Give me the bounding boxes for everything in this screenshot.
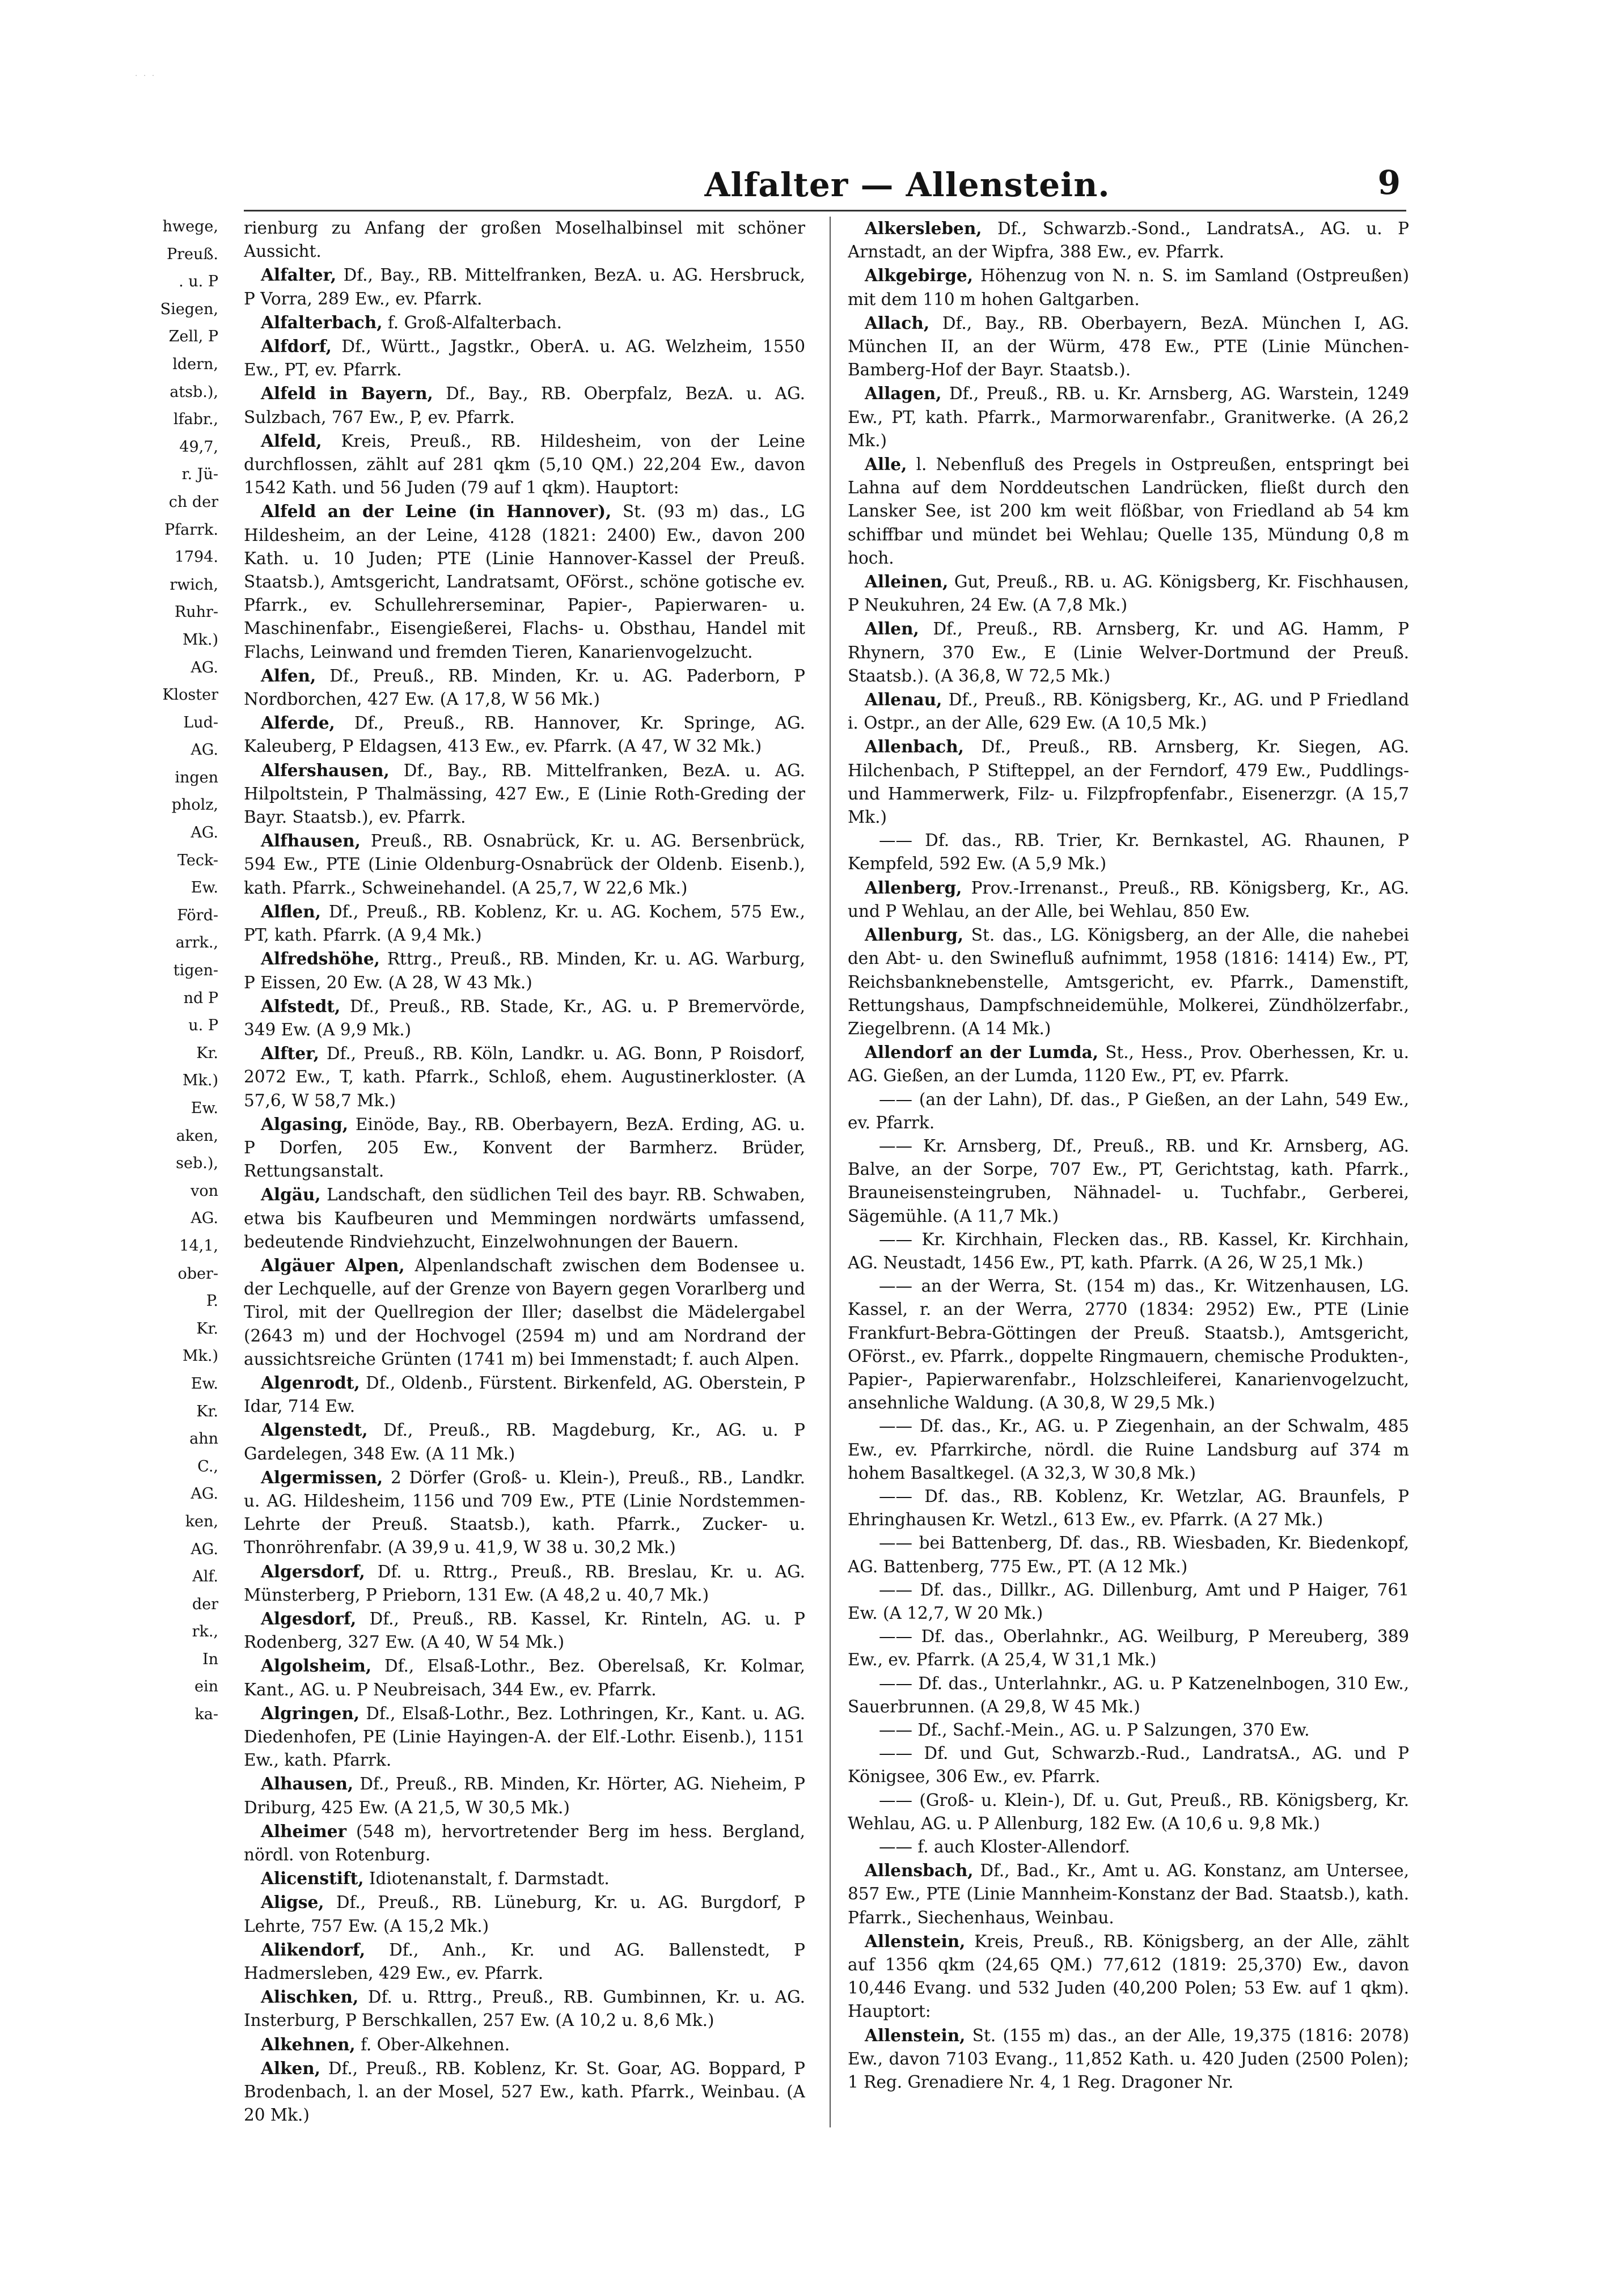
entry-text: (548 m), hervortretender Berg im hess. Bergland, nördl. von Rotenburg. <box>244 1821 805 1865</box>
margin-stub-fragment: ober- <box>177 1264 218 1283</box>
entry-headword: Alflen, <box>261 901 322 921</box>
entry-text: Df., Preuß., RB. Köln, Landkr. u. AG. Bonn, P Roisdorf, 2072 Ew., T, kath. Pfarrk., Schloß, ehem. Augustinerkloster. (A 57,6, W 58,7 Mk.) <box>244 1044 805 1110</box>
entry-text: Df., Oldenb., Fürstent. Birkenfeld, AG. Oberstein, P Idar, 714 Ew. <box>244 1373 805 1416</box>
entry-headword: Algesdorf, <box>261 1608 357 1628</box>
entry-text: —— (an der Lahn), Df. das., P Gießen, an der Lahn, 549 Ew., ev. Pfarrk. <box>848 1089 1409 1132</box>
entry-text: —— f. auch Kloster-Allendorf. <box>879 1837 1130 1857</box>
margin-stub-fragment: rwich, <box>170 576 218 594</box>
entry-text: Df. u. Rttrg., Preuß., RB. Gumbinnen, Kr. u. AG. Insterburg, P Berschkallen, 257 Ew. (A 10,2 u. 8,6 Mk.) <box>244 1987 805 2030</box>
margin-stub-fragment: Ruhr- <box>174 603 218 621</box>
entry-text: Rttrg., Preuß., RB. Minden, Kr. u. AG. Warburg, P Eissen, 20 Ew. (A 28, W 43 Mk.) <box>244 949 805 992</box>
entry-headword: Algasing, <box>261 1114 348 1134</box>
dictionary-entry <box>244 995 805 1042</box>
margin-stub-fragment: Ew. <box>191 1374 218 1393</box>
dictionary-entry <box>244 1042 805 1112</box>
dictionary-entry <box>244 1466 805 1560</box>
entry-text: Df., Schwarzb.-Sond., LandratsA., AG. u. P Arnstadt, an der Wipfra, 388 Ew., ev. Pfarrk. <box>848 219 1409 262</box>
dictionary-entry <box>848 452 1409 570</box>
margin-stub-fragment: Kr. <box>196 1319 218 1338</box>
dictionary-entry <box>848 382 1409 452</box>
entry-text: Df., Bay., RB. Mittelfranken, BezA. u. AG. Hersbruck, P Vorra, 289 Ew., ev. Pfarrk. <box>244 265 805 308</box>
entry-text: Df., Elsaß-Lothr., Bez. Oberelsaß, Kr. Kolmar, Kant., AG. u. P Neubreisach, 344 Ew., ev. Pfarrk. <box>244 1656 805 1699</box>
dictionary-entry <box>848 1579 1409 1625</box>
entry-text: Df., Preuß., RB. Königsberg, Kr., AG. und P Friedland i. Ostpr., an der Alle, 629 Ew. (A 10,5 Mk.) <box>848 690 1409 733</box>
dictionary-entry <box>848 264 1409 311</box>
dictionary-entry <box>244 217 805 263</box>
entry-text: l. Nebenfluß des Pregels in Ostpreußen, entspringt bei Lahna auf dem Norddeutschen Landrücken, fließt durch den Lansker See, ist 200 km weit flößbar, von Friedland ab 54 km schiffbar und mündet bei Wehlau; Quelle 135, Mündung 0,8 m hoch. <box>848 455 1409 568</box>
entry-text: —— Df., Sachf.-Mein., AG. u. P Salzungen, 370 Ew. <box>879 1720 1310 1740</box>
entry-text: Df., Preuß., RB. Lüneburg, Kr. u. AG. Burgdorf, P Lehrte, 757 Ew. (A 15,2 Mk.) <box>244 1893 805 1936</box>
entry-headword: Alle, <box>865 454 907 475</box>
entry-text: Df., Preuß., RB. Kassel, Kr. Rinteln, AG. u. P Rodenberg, 327 Ew. (A 40, W 54 Mk.) <box>244 1609 805 1652</box>
entry-text: f. Groß-Alfalterbach. <box>382 312 563 332</box>
margin-stub-fragment: Zell, P <box>168 328 218 346</box>
entry-headword: Alfeld an der Leine (in Hannover), <box>261 501 612 522</box>
entry-headword: Allenbach, <box>865 737 964 757</box>
margin-stub-fragment: 1794. <box>174 548 218 566</box>
dictionary-entry <box>848 1088 1409 1135</box>
entry-headword: Allenberg, <box>865 877 962 898</box>
dictionary-entry <box>848 1789 1409 1835</box>
entry-text: Kreis, Preuß., RB. Königsberg, an der Alle, zählt auf 1356 qkm (24,65 QM.) 77,612 (1819: 25,370) Ew., davon 10,446 Evang. und 532 Juden (40,200 Polen; 53 Ew. auf 1 qkm). Hauptort: <box>848 1931 1409 2021</box>
dictionary-entry <box>848 1040 1409 1088</box>
margin-stub-fragment: pholz, <box>171 796 218 814</box>
dictionary-entry <box>848 1415 1409 1485</box>
margin-stub-fragment: P. <box>206 1292 218 1310</box>
margin-stub-fragment: seb.), <box>176 1154 218 1173</box>
dictionary-entry <box>244 711 805 758</box>
margin-stub-fragment: In <box>202 1650 218 1668</box>
entry-headword: Allagen, <box>865 383 942 404</box>
entry-headword: Allendorf an der Lumda, <box>865 1042 1099 1063</box>
margin-stub-fragment: Lud- <box>183 713 218 731</box>
margin-stub-fragment: der <box>192 1595 218 1613</box>
entry-text: —— (Groß- u. Klein-), Df. u. Gut, Preuß., RB. Königsberg, Kr. Wehlau, AG. u. P Allenburg, 182 Ew. (A 10,6 u. 9,8 Mk.) <box>848 1790 1409 1833</box>
dictionary-entry <box>244 1702 805 1772</box>
dictionary-entry <box>244 664 805 711</box>
dictionary-entry <box>244 429 805 500</box>
entry-headword: Alkgebirge, <box>865 265 973 286</box>
dictionary-entry <box>848 1719 1409 1742</box>
entry-text: Preuß., RB. Osnabrück, Kr. u. AG. Bersenbrück, 594 Ew., PTE (Linie Oldenburg-Osnabrück der Oldenb. Eisenb.), kath. Pfarrk., Schweinehandel. (A 25,7, W 22,6 Mk.) <box>244 831 805 898</box>
entry-text: Df., Preuß., RB. Arnsberg, Kr. Siegen, AG. Hilchenbach, P Stifteppel, an der Ferndorf, 479 Ew., Puddlings- und Hammerwerk, Filz- u. Filzpfropfenfabr., Eisenerzgr. (A 15,7 Mk.) <box>848 737 1409 827</box>
entry-text: Df., Preuß., RB. Magdeburg, Kr., AG. u. P Gardelegen, 348 Ew. (A 11 Mk.) <box>244 1420 805 1463</box>
margin-stub-fragment: Teck- <box>177 851 218 869</box>
margin-stub-fragment: aken, <box>176 1127 218 1145</box>
entry-text: f. Ober-Alkehnen. <box>355 2034 510 2054</box>
dictionary-entry <box>244 382 805 429</box>
margin-stub-fragment: AG. <box>191 1209 218 1228</box>
margin-stub-fragment: arrk., <box>175 934 218 952</box>
dictionary-entry <box>244 2057 805 2127</box>
entry-text: Df., Bay., RB. Oberpfalz, BezA. u. AG. Sulzbach, 767 Ew., P, ev. Pfarrk. <box>244 384 805 427</box>
margin-stub-fragment: C., <box>197 1457 218 1475</box>
dictionary-entry <box>848 311 1409 382</box>
entry-headword: Alfstedt, <box>261 996 341 1016</box>
entry-text: St. (155 m) das., an der Alle, 19,375 (1816: 2078) Ew., davon 7103 Evang., 11,852 Kath. u. 420 Juden (2500 Polen); 1 Reg. Grenadiere Nr. 4, 1 Reg. Dragoner Nr. <box>848 2025 1409 2092</box>
entry-headword: Alkersleben, <box>865 218 982 238</box>
column-divider <box>830 217 831 2127</box>
entry-headword: Alken, <box>261 2058 321 2078</box>
entry-text: St. (93 m) das., LG Hildesheim, an der Leine, 4128 (1821: 2400) Ew., davon 200 Kath. u. 10 Juden; PTE (Linie Hannover-Kassel der Preuß. Staatsb.), Amtsgericht, Landratsamt, OFörst., schöne gotische ev. Pfarrk., ev. Schullehrerseminar, Papier-, Papierwaren- u. Maschinenfabr., Eisengießerei, Flachs- u. Obsthau, Handel mit Flachs, Leinwand und fremden Tieren, Kanarienvogelzucht. <box>244 502 805 662</box>
margin-stub-fragment: AG. <box>191 741 218 759</box>
entry-headword: Alheimer <box>261 1821 347 1841</box>
entry-text: Prov.-Irrenanst., Preuß., RB. Königsberg, Kr., AG. und P Wehlau, an der Alle, bei Wehlau, 850 Ew. <box>848 878 1409 921</box>
entry-text: —— Kr. Kirchhain, Flecken das., RB. Kassel, Kr. Kirchhain, AG. Neustadt, 1456 Ew., PT, kath. Pfarrk. (A 26, W 25,1 Mk.) <box>848 1229 1409 1272</box>
entry-headword: Alfhausen, <box>261 831 361 851</box>
margin-stub-fragment: ingen <box>175 768 218 786</box>
entry-text: —— Df. das., RB. Koblenz, Kr. Wetzlar, AG. Braunfels, P Ehringhausen Kr. Wetzl., 613 Ew., ev. Pfarrk. (A 27 Mk.) <box>848 1486 1409 1530</box>
dictionary-entry <box>848 1625 1409 1672</box>
dictionary-entry <box>244 1890 805 1937</box>
entry-headword: Algäuer Alpen, <box>261 1255 405 1275</box>
margin-stub-fragment: ldern, <box>172 355 218 373</box>
dictionary-entry <box>848 735 1409 829</box>
margin-stub-fragment: ein <box>194 1678 218 1696</box>
right-column <box>848 217 1409 2127</box>
margin-stub-fragment: 49,7, <box>179 438 218 456</box>
entry-headword: Aligse, <box>261 1892 324 1913</box>
entry-headword: Allenburg, <box>865 925 964 945</box>
entry-text: Df., Preuß., RB. Koblenz, Kr. u. AG. Kochem, 575 Ew., PT, kath. Pfarrk. (A 9,4 Mk.) <box>244 902 805 945</box>
dictionary-entry <box>848 1275 1409 1415</box>
header-rule <box>244 210 1406 211</box>
dictionary-entry <box>848 1228 1409 1275</box>
entry-headword: Algermissen, <box>261 1467 383 1487</box>
entry-headword: Alfalter, <box>261 265 337 285</box>
dictionary-entry <box>848 1135 1409 1228</box>
margin-stub-fragment: lfabr., <box>173 411 218 429</box>
entry-text: Idiotenanstalt, f. Darmstadt. <box>363 1869 610 1889</box>
margin-stub-fragment: von <box>191 1182 218 1200</box>
dictionary-entry <box>244 1867 805 1890</box>
entry-headword: Alfter, <box>261 1043 319 1064</box>
margin-stub-fragment: Förd- <box>177 906 218 924</box>
margin-stub-fragment: r. Jü- <box>181 466 218 484</box>
dictionary-entry <box>244 1183 805 1254</box>
entry-text: —— bei Battenberg, Df. das., RB. Wiesbaden, Kr. Biedenkopf, AG. Battenberg, 775 Ew., PT. (A 12 Mk.) <box>848 1533 1409 1576</box>
entry-text: Df., Preuß., RB. Koblenz, Kr. St. Goar, AG. Boppard, P Brodenbach, l. an der Mosel, 527 Ew., kath. Pfarrk., Weinbau. (A 20 Mk.) <box>244 2058 805 2125</box>
margin-stub-fragment: ka- <box>194 1706 218 1724</box>
entry-text: Df., Preuß., RB. Minden, Kr. Hörter, AG. Nieheim, P Driburg, 425 Ew. (A 21,5, W 30,5 Mk.) <box>244 1774 805 1817</box>
margin-stub-fragment: Siegen, <box>160 300 218 318</box>
entry-text: 2 Dörfer (Groß- u. Klein-), Preuß., RB., Landkr. u. AG. Hildesheim, 1156 und 709 Ew., PTE (Linie Nordstemmen-Lehrte der Preuß. Staatsb.), kath. Pfarrk., Zucker- u. Thonröhrenfabr. (A 39,9 u. 41,9, W 38 u. 30,2 Mk.) <box>244 1467 805 1558</box>
margin-stub-fragment: u. P <box>188 1017 218 1035</box>
dictionary-entry <box>244 1418 805 1465</box>
dictionary-entry <box>848 1835 1409 1859</box>
entry-headword: Allach, <box>865 312 930 333</box>
margin-stub-fragment: . u. P <box>179 273 218 291</box>
entry-headword: Allenau, <box>865 689 942 710</box>
entry-text: —— Df. das., Kr., AG. u. P Ziegenhain, an der Schwalm, 485 Ew., ev. Pfarrkirche, nördl. die Ruine Landsburg auf 374 m hohem Basaltkegel. (A 32,3, W 30,8 Mk.) <box>848 1416 1409 1483</box>
entry-headword: Alhausen, <box>261 1774 354 1794</box>
entry-headword: Alfeld, <box>261 430 322 451</box>
margin-stub-fragment: Mk.) <box>182 1347 218 1365</box>
dictionary-entry <box>848 1859 1409 1930</box>
entry-headword: Alischken, <box>261 1987 359 2007</box>
entry-headword: Alicenstift, <box>261 1868 364 1889</box>
entry-text: —— Df. und Gut, Schwarzb.-Rud., LandratsA., AG. und P Königsee, 306 Ew., ev. Pfarrk. <box>848 1744 1409 1787</box>
dictionary-entry <box>244 1985 805 2032</box>
margin-stub-fragment: hwege, <box>162 218 218 235</box>
dictionary-entry <box>848 2024 1409 2095</box>
margin-stub-fragment: tigen- <box>173 962 218 980</box>
entry-text: Df., Bay., RB. Oberbayern, BezA. München I, AG. München II, an der Würm, 478 Ew., PTE (Linie München-Bamberg-Hof der Bayr. Staatsb.). <box>848 313 1409 380</box>
dictionary-entry <box>244 263 805 310</box>
entry-text: —— Df. das., Oberlahnkr., AG. Weilburg, P Mereuberg, 389 Ew., ev. Pfarrk. (A 25,4, W 31,1 Mk.) <box>848 1627 1409 1670</box>
dictionary-entry <box>244 1820 805 1867</box>
margin-stub-fragment: Ew. <box>191 1099 218 1117</box>
entry-text: Gut, Preuß., RB. u. AG. Königsberg, Kr. Fischhausen, P Neukuhren, 24 Ew. (A 7,8 Mk.) <box>848 572 1409 615</box>
dictionary-entry <box>244 900 805 947</box>
left-column <box>244 217 805 2127</box>
entry-text: Df., Bay., RB. Mittelfranken, BezA. u. AG. Hilpoltstein, P Thalmässing, 427 Ew., E (Linie Roth-Greding der Bayr. Staatsb.), ev. Pfarrk. <box>244 760 805 827</box>
entry-text: St. das., LG. Königsberg, an der Alle, die nahebei den Abt- u. den Swinefluß aufnimmt, 1958 (1816: 1414) Ew., PT, Reichsbanknebenstelle, Amtsgericht, ev. Pfarrk., Damenstift, Rettungshaus, Dampfschneidemühle, Molkerei, Zündhölzerfabr., Ziegelbrenn. (A 14 Mk.) <box>848 925 1409 1038</box>
entry-headword: Alferde, <box>261 713 335 733</box>
entry-text: Df., Bad., Kr., Amt u. AG. Konstanz, am Untersee, 857 Ew., PTE (Linie Mannheim-Konstanz der Bad. Staatsb.), kath. Pfarrk., Siechenhaus, Weinbau. <box>848 1861 1409 1927</box>
entry-headword: Alfershausen, <box>261 760 390 780</box>
entry-text: Df., Preuß., RB. Stade, Kr., AG. u. P Bremervörde, 349 Ew. (A 9,9 Mk.) <box>244 996 805 1039</box>
entry-headword: Alfredshöhe, <box>261 949 380 969</box>
dictionary-entry <box>244 335 805 382</box>
entry-headword: Allenstein, <box>865 2025 966 2045</box>
dictionary-entry <box>848 1930 1409 2024</box>
dictionary-entry <box>244 1112 805 1183</box>
dictionary-entry <box>848 617 1409 688</box>
entry-text: Df., Anh., Kr. und AG. Ballenstedt, P Hadmersleben, 429 Ew., ev. Pfarrk. <box>244 1940 805 1983</box>
margin-stub-fragment: AG. <box>191 1485 218 1503</box>
entry-text: —— Df. das., Dillkr., AG. Dillenburg, Amt und P Haiger, 761 Ew. (A 12,7, W 20 Mk.) <box>848 1580 1409 1623</box>
dictionary-entry <box>848 570 1409 617</box>
entry-headword: Algolsheim, <box>261 1656 372 1676</box>
dictionary-entry <box>244 1772 805 1819</box>
dictionary-entry <box>848 217 1409 264</box>
dictionary-entry <box>244 1938 805 1985</box>
entry-text: rienburg zu Anfang der großen Moselhalbinsel mit schöner Aussicht. <box>244 218 805 261</box>
entry-headword: Alfdorf, <box>261 336 332 357</box>
entry-text: —— Kr. Arnsberg, Df., Preuß., RB. und Kr. Arnsberg, AG. Balve, an der Sorpe, 707 Ew., PT, Gerichtstag, kath. Pfarrk., Brauneisensteingruben, Nähnadel- u. Tuchfabr., Gerberei, Sägemühle. (A 11,7 Mk.) <box>848 1136 1409 1226</box>
entry-headword: Allensbach, <box>865 1860 974 1881</box>
dictionary-entry <box>244 829 805 900</box>
dictionary-entry <box>848 1672 1409 1719</box>
margin-stub-fragment: Ew. <box>191 879 218 897</box>
entry-text: Kreis, Preuß., RB. Hildesheim, von der Leine durchflossen, zählt auf 281 qkm (5,10 QM.) 22,204 Ew., davon 1542 Kath. und 56 Juden (79 auf 1 qkm). Hauptort: <box>244 431 805 498</box>
entry-headword: Alfeld in Bayern, <box>261 383 433 404</box>
dictionary-entry <box>848 1532 1409 1578</box>
entry-headword: Alkehnen, <box>261 2034 356 2054</box>
margin-stub-fragment: Pfarrk. <box>164 521 218 539</box>
dictionary-entry <box>848 876 1409 923</box>
margin-stub-fragment: ken, <box>185 1512 218 1530</box>
dictionary-entry <box>244 759 805 830</box>
entry-headword: Alfen, <box>261 665 316 686</box>
margin-stub-fragment: Mk.) <box>182 631 218 649</box>
margin-stub-fragment: Kr. <box>196 1044 218 1062</box>
margin-stub-fragment: atsb.), <box>170 383 218 401</box>
dictionary-entry <box>848 923 1409 1040</box>
dictionary-entry <box>244 500 805 663</box>
entry-headword: Alikendorf, <box>261 1939 366 1960</box>
entry-text: —— Df. das., RB. Trier, Kr. Bernkastel, AG. Rhaunen, P Kempfeld, 592 Ew. (A 5,9 Mk.) <box>848 831 1409 874</box>
entry-text: Df. u. Rttrg., Preuß., RB. Breslau, Kr. u. AG. Münsterberg, P Prieborn, 131 Ew. (A 48,2 u. 40,7 Mk.) <box>244 1562 805 1605</box>
margin-stub-fragment: Alf. <box>192 1568 218 1586</box>
entry-text: St., Hess., Prov. Oberhessen, Kr. u. AG. Gießen, an der Lumda, 1120 Ew., PT, ev. Pfarrk. <box>848 1043 1409 1086</box>
entry-text: Höhenzug von N. n. S. im Samland (Ostpreußen) mit dem 110 m hohen Galtgarben. <box>848 266 1409 309</box>
entry-text: Landschaft, den südlichen Teil des bayr. RB. Schwaben, etwa bis Kaufbeuren und Memmingen nordwärts umfassend, bedeutende Rindviehzucht, Einzelwohnungen der Bauern. <box>244 1185 805 1251</box>
dictionary-entry <box>244 1654 805 1701</box>
entry-text: Einöde, Bay., RB. Oberbayern, BezA. Erding, AG. u. P Dorfen, 205 Ew., Konvent der Barmherz. Brüder, Rettungsanstalt. <box>244 1114 805 1181</box>
dictionary-entry <box>244 1254 805 1371</box>
dictionary-entry <box>244 1607 805 1654</box>
entry-text: Alpenlandschaft zwischen dem Bodensee u. der Lechquelle, auf der Grenze von Bayern gegen Vorarlberg und Tirol, mit der Quellregion der Iller; daselbst die Mädelergabel (2643 m) und der Hochvogel (2594 m) und am Nordrand der aussichtsreiche Grünten (1741 m) bei Immenstadt; f. auch Alpen. <box>244 1255 805 1369</box>
entry-headword: Algersdorf, <box>261 1561 365 1581</box>
entry-headword: Alleinen, <box>865 572 949 592</box>
dictionary-entry <box>244 947 805 994</box>
entry-headword: Allenstein, <box>865 1931 966 1951</box>
margin-stub-fragment: Preuß. <box>166 245 218 263</box>
margin-stub-fragment: AG. <box>191 824 218 842</box>
margin-stub-fragment: Kr. <box>196 1402 218 1420</box>
margin-stub-fragment: 14,1, <box>179 1237 218 1255</box>
margin-stub-fragment: ahn <box>189 1430 218 1448</box>
dictionary-entry <box>244 2033 805 2057</box>
dictionary-entry <box>848 688 1409 735</box>
entry-headword: Algenrodt, <box>261 1372 360 1393</box>
entry-headword: Algenstedt, <box>261 1420 368 1440</box>
margin-stub-fragment: AG. <box>191 658 218 676</box>
entry-text: Df., Preuß., RB. Hannover, Kr. Springe, AG. Kaleuberg, P Eldagsen, 413 Ew., ev. Pfarrk. (A 47, W 32 Mk.) <box>244 713 805 756</box>
margin-stub-fragment: nd P <box>183 989 218 1007</box>
entry-text: Df., Preuß., RB. Arnsberg, Kr. und AG. Hamm, P Rhynern, 370 Ew., E (Linie Welver-Dortmund der Preuß. Staatsb.). (A 36,8, W 72,5 Mk.) <box>848 619 1409 686</box>
dictionary-entry <box>244 311 805 335</box>
margin-stub-fragment: Mk.) <box>182 1072 218 1090</box>
dictionary-entry <box>244 1560 805 1607</box>
dictionary-entry <box>848 1742 1409 1788</box>
margin-stub-fragment: rk., <box>192 1623 218 1641</box>
margin-stub-column <box>85 217 218 1732</box>
page-title: Alfalter — Allenstein. <box>704 166 1110 204</box>
entry-headword: Alfalterbach, <box>261 312 383 332</box>
entry-headword: Allen, <box>865 619 919 639</box>
margin-stub-fragment: Kloster <box>162 686 218 704</box>
dictionary-entry <box>244 1371 805 1418</box>
entry-text: Df., Elsaß-Lothr., Bez. Lothringen, Kr., Kant. u. AG. Diedenhofen, PE (Linie Hayingen-A. der Elf.-Lothr. Eisenb.), 1151 Ew., kath. Pfarrk. <box>244 1703 805 1770</box>
entry-headword: Algäu, <box>261 1184 321 1205</box>
margin-stub-fragment: ch der <box>168 493 218 511</box>
page-number: 9 <box>1377 163 1401 202</box>
entry-text: Df., Preuß., RB. u. Kr. Arnsberg, AG. Warstein, 1249 Ew., PT, kath. Pfarrk., Marmorwarenfabr., Granitwerke. (A 26,2 Mk.) <box>848 384 1409 450</box>
margin-stub-fragment: AG. <box>191 1540 218 1558</box>
dictionary-entry <box>848 1485 1409 1532</box>
entry-text: Df., Württ., Jagstkr., OberA. u. AG. Welzheim, 1550 Ew., PT, ev. Pfarrk. <box>244 337 805 380</box>
entry-text: —— an der Werra, St. (154 m) das., Kr. Witzenhausen, LG. Kassel, r. an der Werra, 2770 (1834: 2952) Ew., PTE (Linie Frankfurt-Bebra-Göttingen der Preuß. Staatsb.), Amtsgericht, OFörst., ev. Pfarrk., doppelte Ringmauern, chemische Produkten-, Papier-, Papierwarenfabr., Holzschleiferei, Kanarienvogelzucht, ansehnliche Waldung. (A 30,8, W 29,5 Mk.) <box>848 1276 1409 1413</box>
scan-speck: · · · <box>135 71 157 81</box>
entry-text: Df., Preuß., RB. Minden, Kr. u. AG. Paderborn, P Nordborchen, 427 Ew. (A 17,8, W 56 Mk.) <box>244 666 805 709</box>
dictionary-entry <box>848 829 1409 875</box>
entry-headword: Algringen, <box>261 1703 360 1723</box>
entry-text: —— Df. das., Unterlahnkr., AG. u. P Katzenelnbogen, 310 Ew., Sauerbrunnen. (A 29,8, W 45 Mk.) <box>848 1673 1409 1716</box>
